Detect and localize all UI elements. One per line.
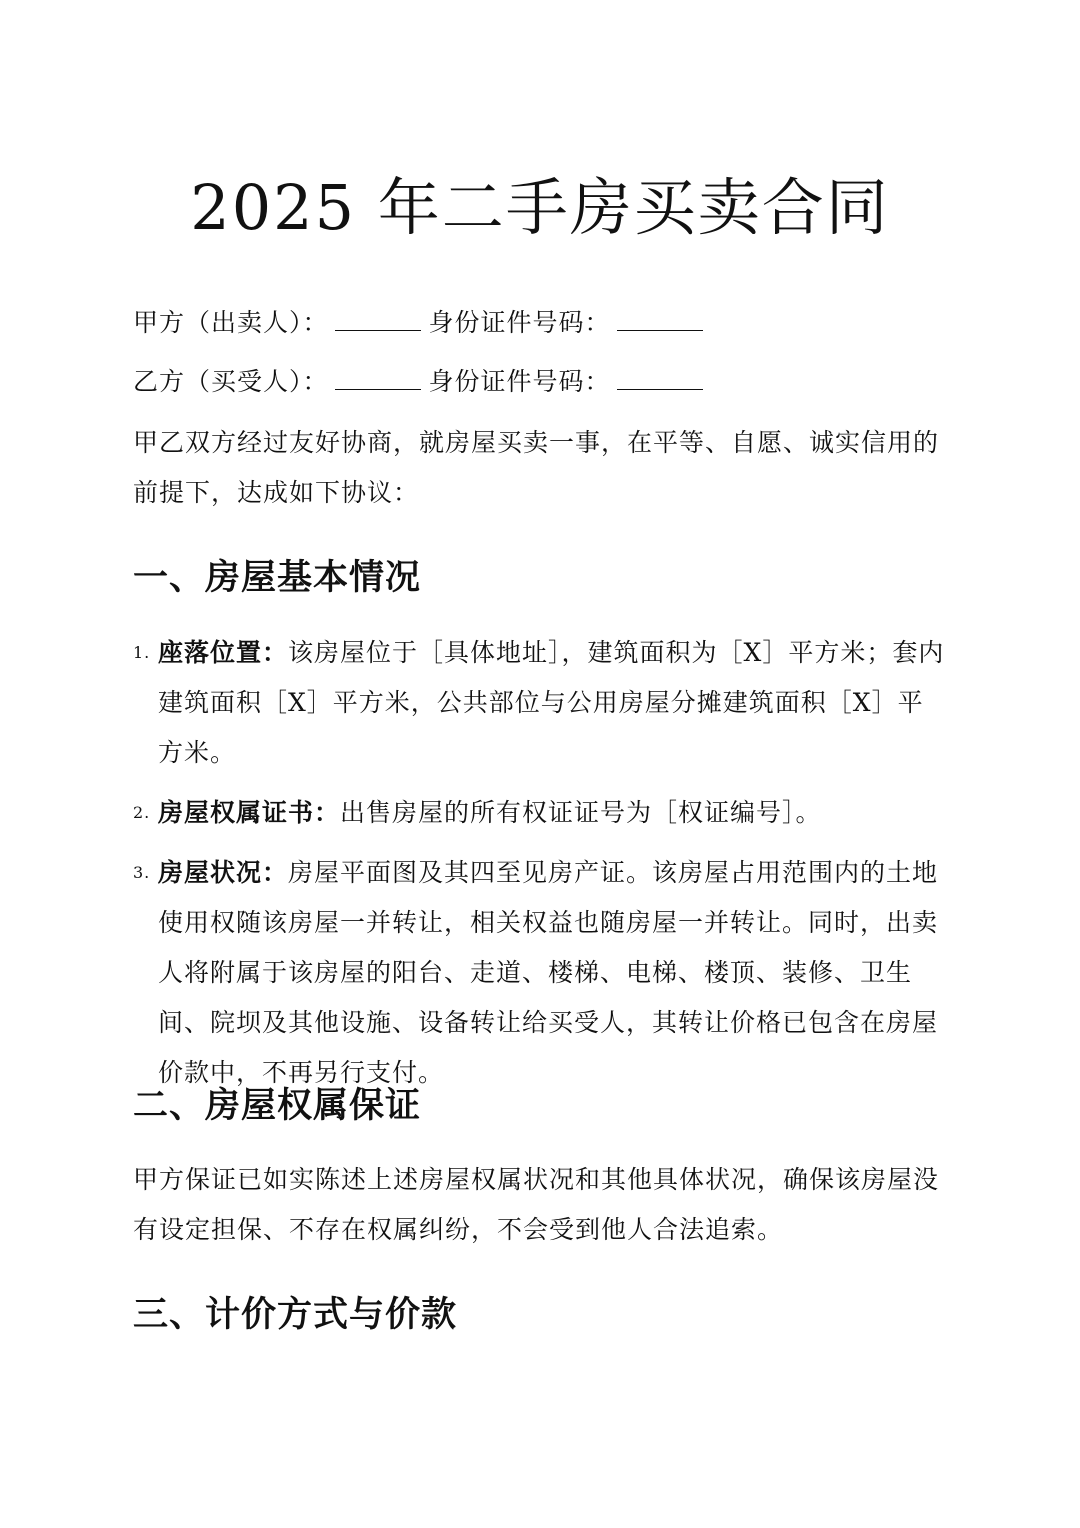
list-text: 房屋平面图及其四至见房产证。该房屋占用范围内的土地使用权随该房屋一并转让，相关权益也随房屋一并转让。同时，出卖人将附属于该房屋的阳台、走道、楼梯、电梯、楼顶、装修、卫生间、院坝及其他设施、设备转让给买受人，其转让价格已包含在房屋价款中，不再另行支付。 bbox=[158, 858, 939, 1087]
document-title: 2025 年二手房买卖合同 bbox=[190, 171, 890, 244]
list-key: 座落位置： bbox=[158, 638, 289, 667]
party-b-id-label: 身份证件号码： bbox=[428, 367, 611, 396]
party-a-name-blank bbox=[335, 308, 421, 331]
list-text: 该房屋位于［具体地址］，建筑面积为［X］平方米；套内建筑面积［X］平方米，公共部位与公用房屋分摊建筑面积［X］平方米。 bbox=[158, 638, 945, 767]
section-2-heading: 二、房屋权属保证 bbox=[133, 1085, 422, 1126]
party-b-name-blank bbox=[335, 367, 421, 390]
list-text: 出售房屋的所有权证证号为［权证编号］。 bbox=[340, 798, 822, 827]
section-1-heading: 一、房屋基本情况 bbox=[133, 557, 422, 598]
party-a-id-label: 身份证件号码： bbox=[428, 308, 611, 337]
list-number: 2. bbox=[133, 803, 151, 822]
party-b-id-blank bbox=[617, 367, 703, 390]
party-a-id-blank bbox=[617, 308, 703, 331]
section-2-paragraph: 甲方保证已如实陈述上述房屋权属状况和其他具体状况，确保该房屋没有设定担保、不存在权属纠纷，不会受到他人合法追索。 bbox=[133, 1165, 940, 1244]
section-1-list bbox=[133, 628, 948, 1108]
list-number: 3. bbox=[133, 863, 151, 882]
party-a-row bbox=[133, 298, 948, 348]
party-b-row bbox=[133, 357, 948, 407]
list-number: 1. bbox=[133, 643, 151, 662]
list-item bbox=[133, 628, 948, 778]
intro-paragraph: 甲乙双方经过友好协商，就房屋买卖一事，在平等、自愿、诚实信用的前提下，达成如下协议： bbox=[133, 428, 940, 507]
party-b-label: 乙方（买受人）： bbox=[133, 367, 329, 396]
section-3-heading: 三、计价方式与价款 bbox=[133, 1294, 458, 1335]
list-item bbox=[133, 788, 948, 838]
party-a-label: 甲方（出卖人）： bbox=[133, 308, 329, 337]
list-key: 房屋权属证书： bbox=[158, 798, 341, 827]
list-item bbox=[133, 848, 948, 1098]
list-key: 房屋状况： bbox=[158, 858, 289, 887]
